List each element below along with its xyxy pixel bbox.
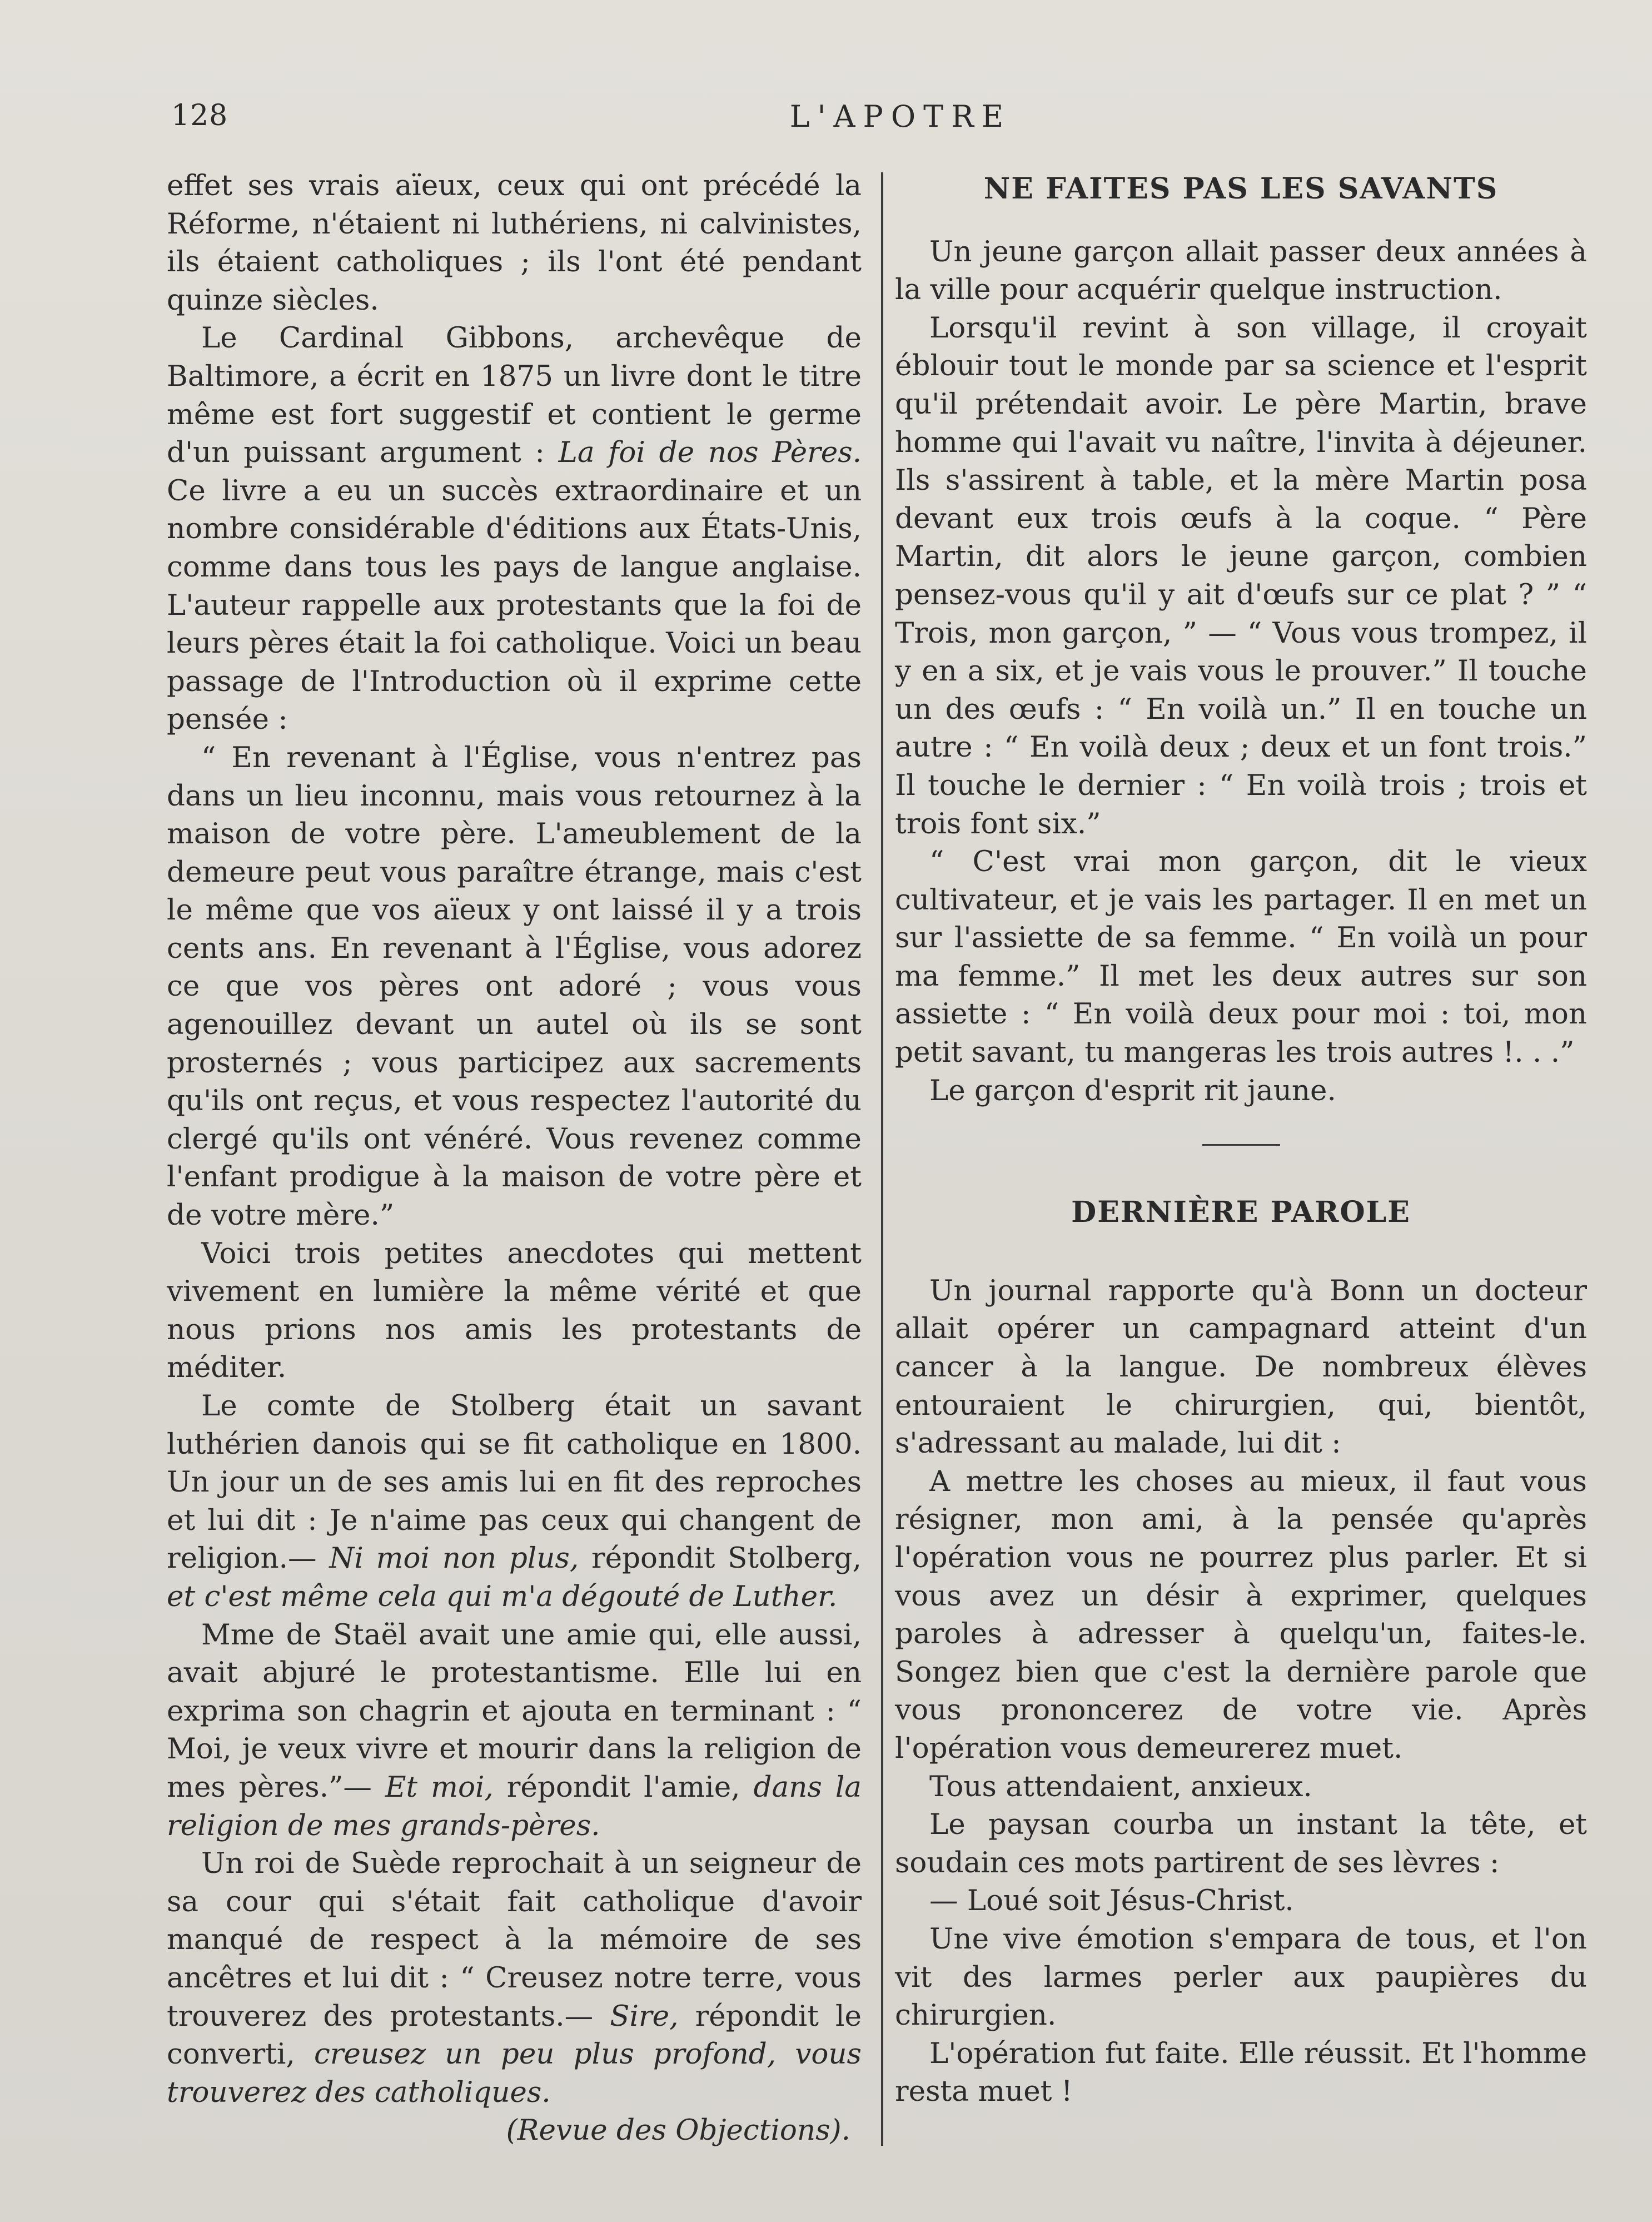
section-title-savants: NE FAITES PAS LES SAVANTS: [983, 172, 1499, 206]
paragraph: Une vive émotion s'empara de tous, et l'on vit des larmes perler aux paupières du chirurgien.: [895, 1922, 1587, 2032]
anecdote-stolberg: Le comte de Stolberg était un savant luthérien danois qui se fit catholique en 1800. Un jour un de ses amis lui en fit des reproches et lui dit : Je n'aime pas ceux qui changent de religion.— Ni moi non plus, répondit Stolberg, et c'est même cela qui m'a dégouté de Luther.: [167, 1389, 862, 1613]
paragraph: — Loué soit Jésus-Christ.: [929, 1884, 1294, 1918]
left-column: [167, 167, 862, 2150]
source-credit: (Revue des Objections).: [506, 2114, 850, 2148]
paragraph: effet ses vrais aïeux, ceux qui ont précédé la Réforme, n'étaient ni luthériens, ni calvinistes, ils étaient catholiques ; ils l'ont été pendant quinze siècles.: [167, 169, 862, 317]
paragraph: Le paysan courba un instant la tête, et soudain ces mots partirent de ses lèvres :: [895, 1808, 1587, 1880]
running-title: L'APOTRE: [789, 99, 1012, 134]
paragraph: Le garçon d'esprit rit jaune.: [929, 1073, 1336, 1107]
book-title: La foi de nos Pères.: [558, 436, 862, 470]
anecdote-stael: Mme de Staël avait une amie qui, elle aussi, avait abjuré le protestantisme. Elle lui en exprima son chagrin et ajouta en terminant : “ Moi, je veux vivre et mourir dans la religion de mes pères.”— Et moi, répondit l'amie, dans la religion de mes grands-pères.: [167, 1618, 862, 1842]
page-header: [167, 95, 1590, 139]
paragraph: Tous attendaient, anxieux.: [929, 1769, 1312, 1803]
paragraph: L'opération fut faite. Elle réussit. Et l'homme resta muet !: [895, 2036, 1587, 2109]
paragraph: Lorsqu'il revint à son village, il croyait éblouir tout le monde par sa science et l'esprit qu'il prétendait avoir. Le père Martin, brave homme qui l'avait vu naître, l'invita à déjeuner. Ils s'assirent à table, et la mère Martin posa devant eux trois œufs à la coque. “ Père Martin, dit alors le jeune garçon, combien pensez-vous qu'il y ait d'œufs sur ce plat ? ” “ Trois, mon garçon, ” — “ Vous vous trompez, il y en a six, et je vais vous le prouver.” Il touche un des œufs : “ En voilà un.” Il en touche un autre : “ En voilà deux ; deux et un font trois.” Il touche le dernier : “ En voilà trois ; trois et trois font six.”: [895, 311, 1587, 841]
section-title-parole: DERNIÈRE PAROLE: [1071, 1195, 1411, 1230]
paragraph: Le Cardinal Gibbons, archevêque de Baltimore, a écrit en 1875 un livre dont le titre même est fort suggestif et contient le germe d'un puissant argument : La foi de nos Pères. Ce livre a eu un succès extraordinaire et un nombre considérable d'éditions aux États-Unis, comme dans tous les pays de langue anglaise. L'auteur rappelle aux protestants que la foi de leurs pères était la foi catholique. Voici un beau passage de l'Introduction où il exprime cette pensée :: [167, 321, 862, 737]
right-column: [895, 167, 1587, 2111]
quotation: “ En revenant à l'Église, vous n'entrez pas dans un lieu inconnu, mais vous retournez à la maison de votre père. L'ameublement de la demeure peut vous paraître étrange, mais c'est le même que vos aïeux y ont laissé il y a trois cents ans. En revenant à l'Église, vous adorez ce que vos pères ont adoré ; vous vous agenouillez devant un autel où ils se sont prosternés ; vous participez aux sacrements qu'ils ont reçus, et vous respectez l'autorité du clergé qu'ils ont vénéré. Vous revenez comme l'enfant prodigue à la maison de votre père et de votre mère.”: [167, 740, 862, 1232]
paragraph: A mettre les choses au mieux, il faut vous résigner, mon ami, à la pensée qu'après l'opération vous ne pourrez plus parler. Et si vous avez un désir à exprimer, quelques paroles à adresser à quelqu'un, faites-le. Songez bien que c'est la dernière parole que vous prononcerez de votre vie. Après l'opération vous demeurerez muet.: [895, 1464, 1587, 1765]
paragraph: Un journal rapporte qu'à Bonn un docteur allait opérer un campagnard atteint d'un cancer à la langue. De nombreux élèves entouraient le chirurgien, qui, bientôt, s'adressant au malade, lui dit :: [895, 1274, 1587, 1460]
page-number: 128: [171, 99, 228, 132]
paragraph: “ C'est vrai mon garçon, dit le vieux cultivateur, et je vais les partager. Il en met un sur l'assiette de sa femme. “ En voilà un pour ma femme.” Il met les deux autres sur son assiette : “ En voilà deux pour moi : toi, mon petit savant, tu mangeras les trois autres !. . .”: [895, 845, 1587, 1070]
section-separator: [1202, 1144, 1280, 1146]
column-divider: [881, 172, 883, 2146]
paragraph: Voici trois petites anecdotes qui mettent vivement en lumière la même vérité et que nous prions nos amis les protestants de méditer.: [167, 1236, 862, 1385]
paragraph: Un jeune garçon allait passer deux années à la ville pour acquérir quelque instruction.: [895, 235, 1587, 307]
anecdote-suede: Un roi de Suède reprochait à un seigneur de sa cour qui s'était fait catholique d'avoir manqué de respect à la mémoire de ses ancêtres et lui dit : “ Creusez notre terre, vous trouverez des protestants.— Sire, répondit le converti, creusez un peu plus profond, vous trouverez des catholiques.: [167, 1847, 862, 2109]
